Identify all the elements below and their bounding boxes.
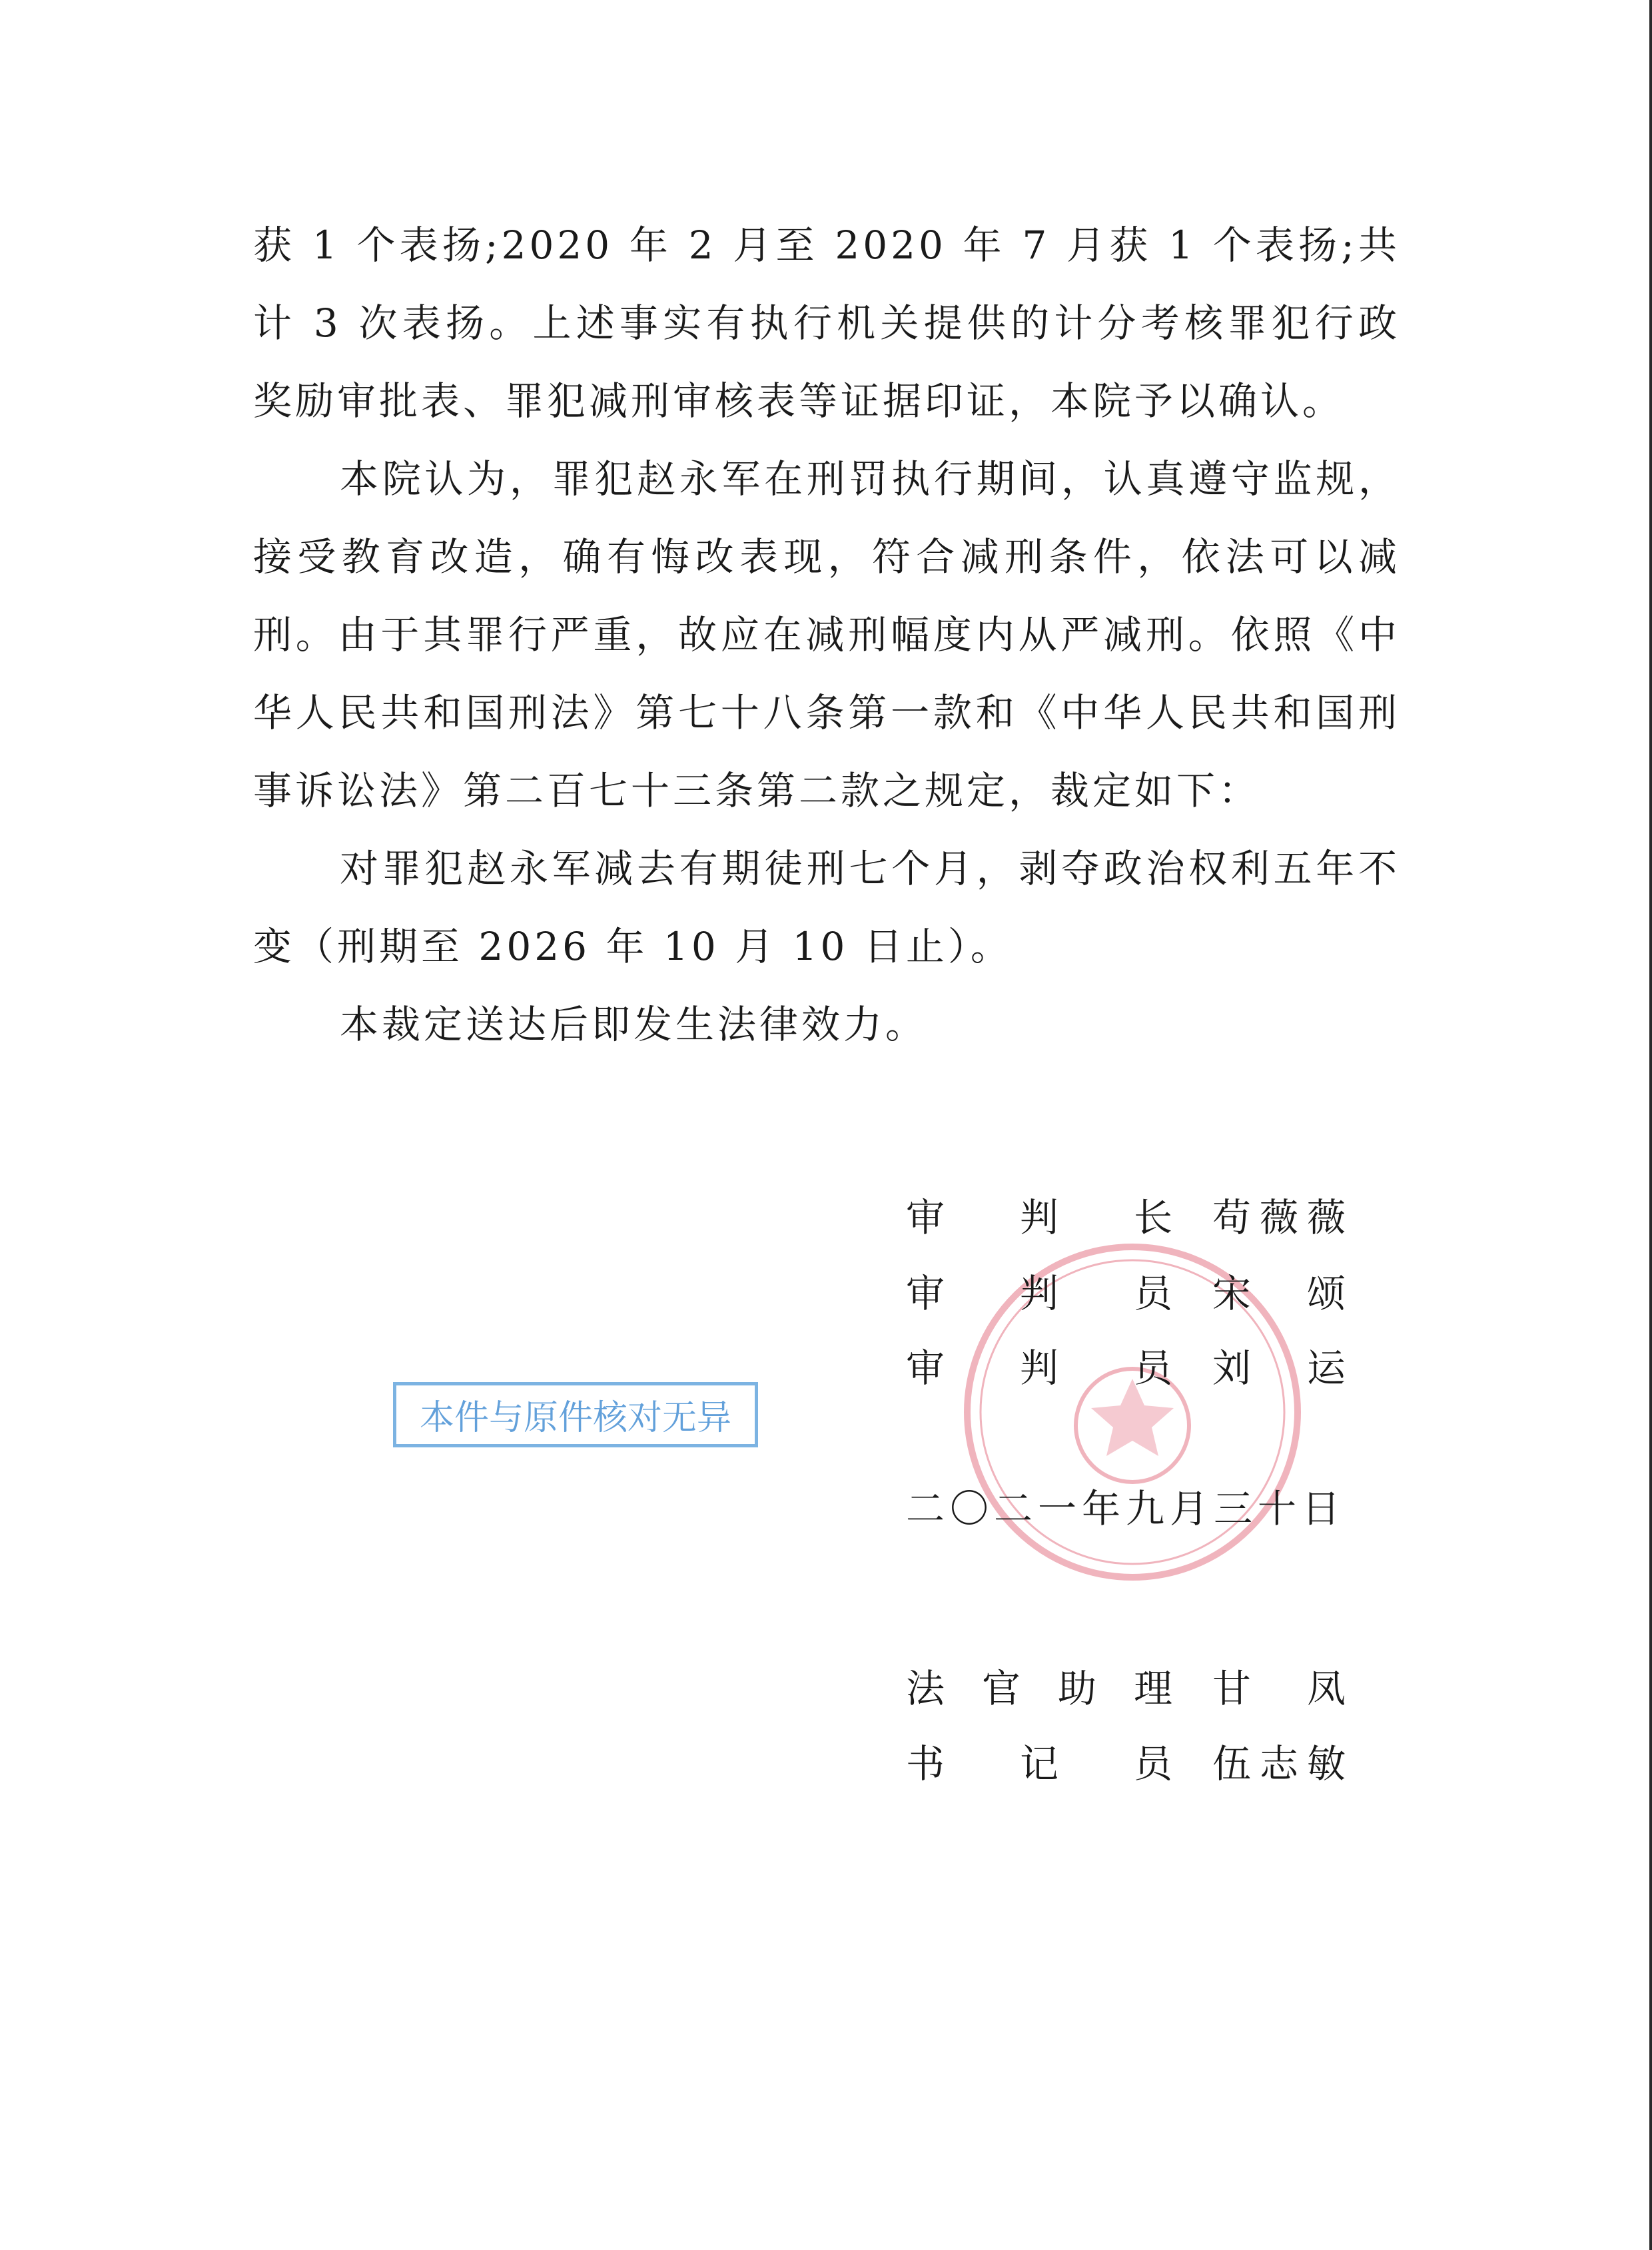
ruling-date: 二〇二一年九月三十日 xyxy=(906,1486,1346,1531)
paragraph-1: 获 1 个表扬;2020 年 2 月至 2020 年 7 月获 1 个表扬;共计 3 次表扬。上述事实有执行机关提供的计分考核罪犯行政奖励审批表、罪犯减刑审核表等证据印证，本院予以确认。 xyxy=(253,222,1400,424)
role-clerk: 书 记 员 xyxy=(906,1741,1172,1786)
paragraph-3: 对罪犯赵永军减去有期徒刑七个月，剥夺政治权利五年不变（刑期至 2026 年 10 月 10 日止）。 xyxy=(253,846,1400,969)
name-judge-2: 刘 运 xyxy=(1212,1345,1346,1391)
role-judge-1: 审 判 员 xyxy=(906,1271,1172,1316)
role-chief-judge: 审 判 长 xyxy=(906,1195,1172,1240)
signature-judge-2 xyxy=(906,1341,1346,1395)
name-chief-judge: 苟 薇 薇 xyxy=(1212,1195,1346,1240)
name-assistant: 甘 凤 xyxy=(1212,1666,1346,1711)
name-clerk: 伍 志 敏 xyxy=(1212,1741,1346,1786)
page-edge xyxy=(1649,0,1652,2250)
role-assistant: 法 官 助 理 xyxy=(906,1666,1172,1711)
signature-judge-1 xyxy=(906,1267,1346,1320)
signature-clerk xyxy=(906,1737,1346,1790)
signature-assistant xyxy=(906,1662,1346,1715)
paragraph-2: 本院认为，罪犯赵永军在刑罚执行期间，认真遵守监规，接受教育改造，确有悔改表现，符合减刑条件，依法可以减刑。由于其罪行严重，故应在减刑幅度内从严减刑。依照《中华人民共和国刑法》第七十八条第一款和《中华人民共和国刑事诉讼法》第二百七十三条第二款之规定，裁定如下： xyxy=(253,456,1400,813)
document-body xyxy=(253,206,1400,1064)
paragraph-4: 本裁定送达后即发生法律效力。 xyxy=(340,1002,928,1047)
name-judge-1: 宋 颂 xyxy=(1212,1271,1346,1316)
role-judge-2: 审 判 员 xyxy=(906,1345,1172,1391)
certification-stamp: 本件与原件核对无异 xyxy=(393,1382,758,1447)
signature-chief-judge xyxy=(906,1191,1346,1244)
